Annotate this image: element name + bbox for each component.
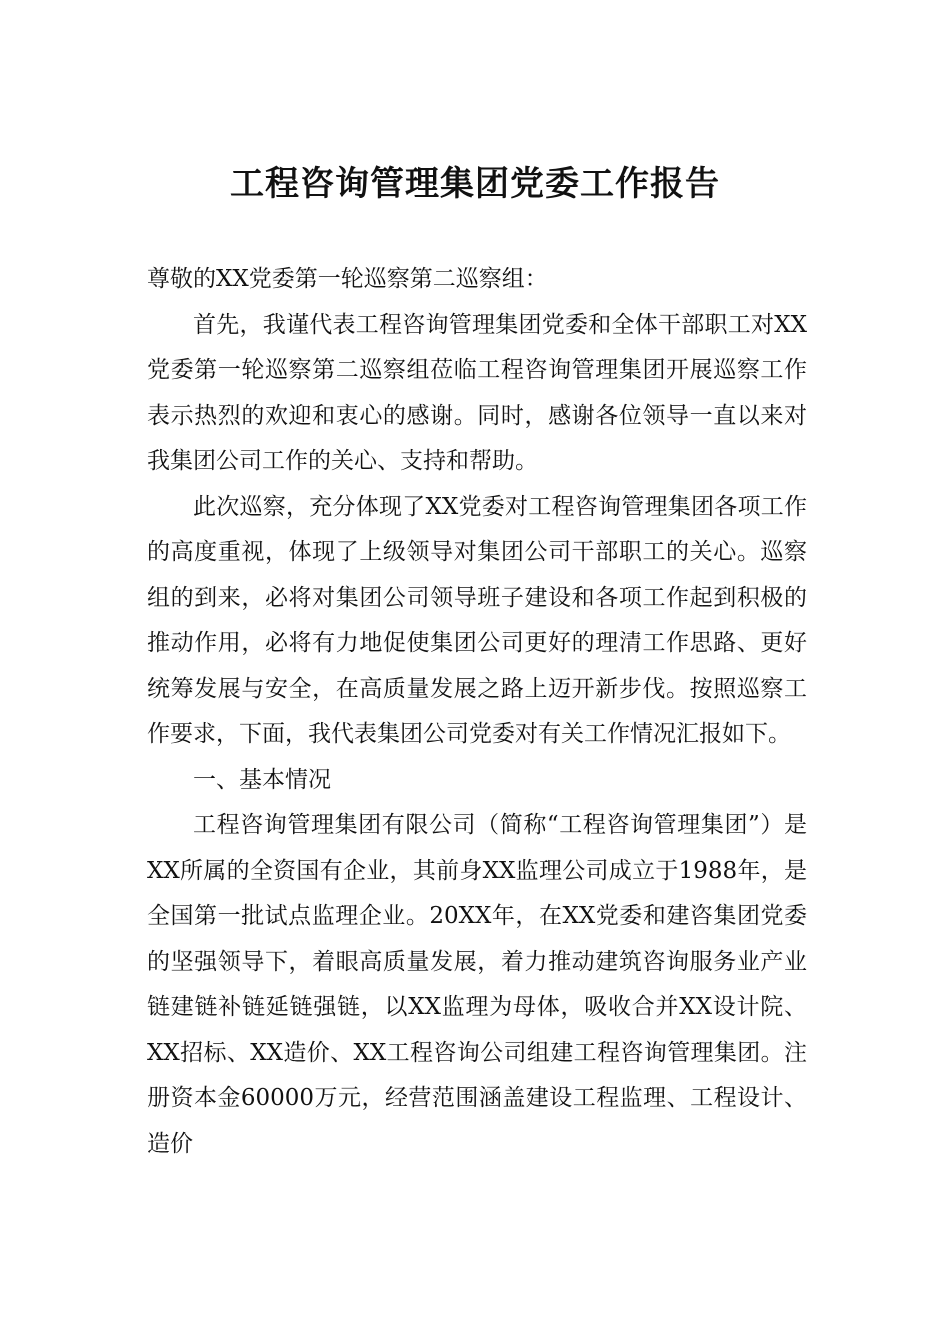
- document-title: 工程咨询管理集团党委工作报告: [230, 164, 720, 204]
- paragraph-basic-info: 工程咨询管理集团有限公司（简称“工程咨询管理集团”）是XX所属的全资国有企业，其前身XX监理公司成立于1988年，是全国第一批试点监理企业。20XX年，在XX党委和建咨集团党委的坚强领导下，着眼高质量发展，着力推动建筑咨询服务业产业链建链补链延链强链，以XX监理为母体，吸收合并XX设计院、XX招标、XX造价、XX工程咨询公司组建工程咨询管理集团。注册资本金60000万元，经营范围涵盖建设工程监理、工程设计、造价: [147, 812, 807, 1157]
- paragraph-opening: 首先，我谨代表工程咨询管理集团党委和全体干部职工对XX党委第一轮巡察第二巡察组莅临工程咨询管理集团开展巡察工作表示热烈的欢迎和衷心的感谢。同时，感谢各位领导一直以来对我集团公司工作的关心、支持和帮助。: [147, 311, 807, 474]
- section-heading: 一、基本情况: [193, 766, 331, 793]
- paragraph-inspection-significance: 此次巡察，充分体现了XX党委对工程咨询管理集团各项工作的高度重视，体现了上级领导对集团公司干部职工的关心。巡察组的到来，必将对集团公司领导班子建设和各项工作起到积极的推动作用，必将有力地促使集团公司更好的理清工作思路、更好统筹发展与安全，在高质量发展之路上迈开新步伐。按照巡察工作要求，下面，我代表集团公司党委对有关工作情况汇报如下。: [147, 493, 807, 747]
- salutation: 尊敬的XX党委第一轮巡察第二巡察组：: [147, 266, 548, 292]
- document-body: [147, 257, 807, 1167]
